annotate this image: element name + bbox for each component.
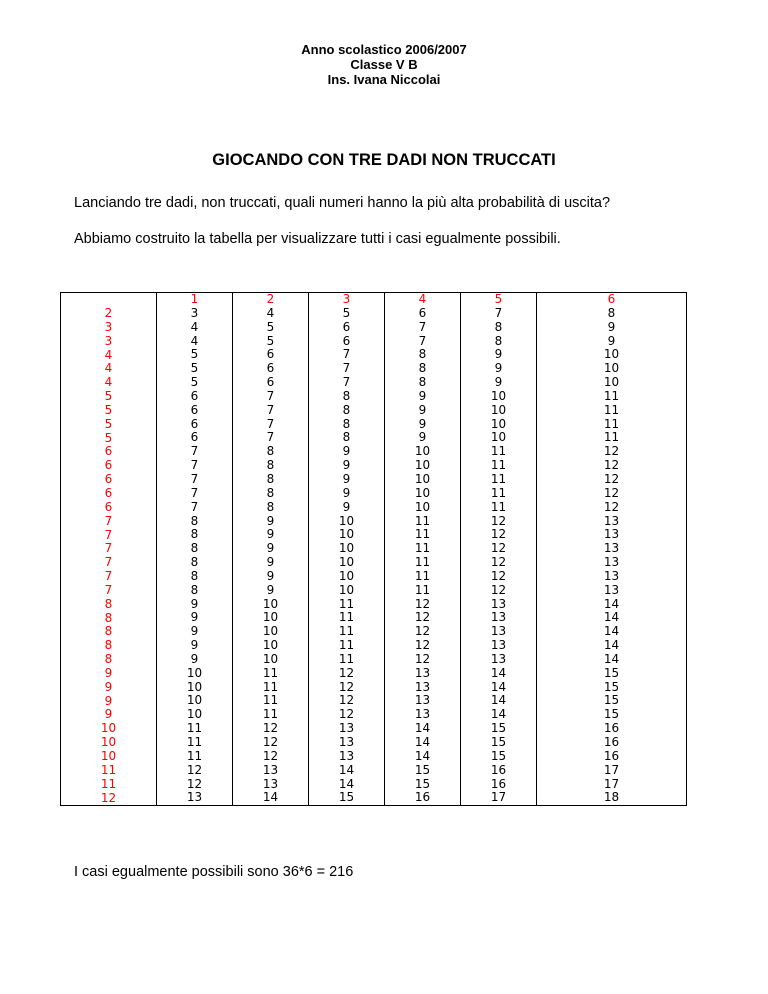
sum-value: 12: [414, 610, 431, 625]
sum-value: 8: [266, 471, 275, 486]
sum-value: 10: [338, 568, 355, 583]
document-header: [0, 42, 768, 87]
sum-value: 7: [418, 319, 427, 334]
first-column-value: 7: [104, 569, 113, 584]
sum-value: 8: [266, 444, 275, 459]
first-column-value: 8: [104, 596, 113, 611]
first-column-value: 6: [104, 458, 113, 473]
sum-value: 6: [342, 333, 351, 348]
sum-value: 10: [186, 679, 203, 694]
sum-value: 8: [418, 361, 427, 376]
sum-value: 12: [490, 582, 507, 597]
sum-value: 9: [190, 596, 199, 611]
sum-value: 10: [338, 555, 355, 570]
first-column-value: 3: [104, 319, 113, 334]
sum-value: 9: [266, 555, 275, 570]
sum-value: 12: [414, 624, 431, 639]
sum-value: 5: [190, 361, 199, 376]
sum-value: 12: [490, 513, 507, 528]
sum-value: 6: [266, 361, 275, 376]
sum-value: 12: [414, 596, 431, 611]
sum-value: 10: [603, 361, 620, 376]
first-column-value: 4: [104, 375, 113, 390]
sum-value: 7: [342, 375, 351, 390]
sum-value: 13: [490, 624, 507, 639]
sum-value: 11: [338, 651, 355, 666]
sum-value: 9: [494, 375, 503, 390]
sum-value: 11: [603, 416, 620, 431]
first-column-value: 6: [104, 444, 113, 459]
sum-value: 10: [603, 347, 620, 362]
sum-value: 8: [494, 333, 503, 348]
sum-value: 9: [266, 541, 275, 556]
sum-value: 18: [603, 790, 620, 805]
sum-value: 11: [186, 735, 203, 749]
sum-value: 15: [603, 679, 620, 694]
sum-value: 15: [490, 748, 507, 763]
sum-value: 9: [342, 499, 351, 514]
sum-value: 9: [266, 513, 275, 528]
sum-value: 10: [338, 527, 355, 542]
sum-value: 13: [338, 721, 355, 736]
first-column-value: 6: [104, 499, 113, 514]
sum-value: 9: [190, 610, 199, 625]
sum-value: 15: [490, 735, 507, 749]
sum-value: 10: [262, 638, 279, 653]
column-header-value: 5: [494, 292, 503, 306]
first-column-value: 8: [104, 638, 113, 653]
sum-value: 14: [490, 679, 507, 694]
sum-value: 13: [414, 679, 431, 694]
question-paragraph: Lanciando tre dadi, non truccati, quali numeri hanno la più alta probabilità di uscita?: [74, 195, 611, 211]
first-column-value: 7: [104, 555, 113, 570]
sum-value: 14: [262, 790, 279, 805]
third-die-5-column: [461, 293, 537, 806]
sum-value: 7: [266, 402, 275, 417]
sum-value: 8: [190, 555, 199, 570]
sum-value: 13: [490, 610, 507, 625]
sum-value: 13: [414, 665, 431, 680]
sum-value: 12: [603, 458, 620, 473]
sum-value: 15: [490, 721, 507, 736]
sum-value: 8: [190, 527, 199, 542]
sum-value: 11: [186, 721, 203, 736]
sum-value: 13: [490, 638, 507, 653]
column-header-value: 6: [607, 292, 616, 306]
sum-value: 14: [490, 693, 507, 708]
sum-value: 5: [266, 319, 275, 334]
sum-value: 12: [414, 651, 431, 666]
school-year: Anno scolastico 2006/2007: [301, 42, 467, 57]
first-column-value: 8: [104, 652, 113, 667]
first-column-value: 4: [104, 347, 113, 362]
sum-value: 9: [418, 402, 427, 417]
sum-value: 12: [338, 679, 355, 694]
sum-value: 12: [603, 499, 620, 514]
sum-value: 10: [414, 444, 431, 459]
first-column-value: 7: [104, 513, 113, 528]
sum-value: 11: [262, 693, 279, 708]
sum-value: 17: [603, 762, 620, 777]
column-header-value: 2: [266, 292, 275, 306]
sum-value: 16: [490, 762, 507, 777]
sum-value: 10: [186, 665, 203, 680]
sum-value: 7: [190, 444, 199, 459]
sum-value: 8: [266, 499, 275, 514]
sum-value: 12: [490, 541, 507, 556]
sum-value: 12: [603, 471, 620, 486]
first-column-value: 7: [104, 541, 113, 556]
table-row: [61, 293, 687, 806]
sum-value: 9: [418, 388, 427, 403]
sum-value: 6: [266, 375, 275, 390]
sum-value: 11: [414, 568, 431, 583]
sum-value: 11: [186, 748, 203, 763]
first-column-value: 5: [104, 389, 113, 404]
sum-value: 11: [414, 527, 431, 542]
sum-value: 10: [490, 430, 507, 445]
sum-value: 11: [603, 402, 620, 417]
sum-value: 12: [603, 444, 620, 459]
sum-value: 9: [607, 333, 616, 348]
sum-value: 8: [418, 347, 427, 362]
sum-value: 8: [190, 513, 199, 528]
sum-value: 15: [414, 762, 431, 777]
sum-value: 9: [418, 430, 427, 445]
sum-value: 16: [603, 721, 620, 736]
sum-value: 10: [262, 624, 279, 639]
first-column-value: 9: [104, 665, 113, 680]
sum-value: 16: [603, 748, 620, 763]
sum-value: 3: [190, 305, 199, 320]
first-column-value: 5: [104, 402, 113, 417]
sum-value: 11: [414, 513, 431, 528]
sum-value: 10: [186, 707, 203, 722]
third-die-4-column: [385, 293, 461, 806]
sum-value: 15: [603, 707, 620, 722]
sum-value: 9: [190, 651, 199, 666]
sum-value: 11: [262, 665, 279, 680]
sum-value: 11: [414, 555, 431, 570]
sum-value: 13: [338, 735, 355, 749]
sum-value: 11: [262, 679, 279, 694]
first-column-value: 7: [104, 582, 113, 597]
third-die-1-column: [157, 293, 233, 806]
sum-value: 12: [603, 485, 620, 500]
sum-value: 13: [414, 707, 431, 722]
intro-paragraph: Abbiamo costruito la tabella per visualizzare tutti i casi egualmente possibili.: [74, 231, 561, 247]
sum-value: 12: [338, 707, 355, 722]
sum-value: 7: [190, 471, 199, 486]
sum-value: 10: [262, 596, 279, 611]
sum-value: 10: [414, 485, 431, 500]
sum-value: 14: [338, 776, 355, 791]
first-column-value: 9: [104, 679, 113, 694]
first-column-value: 6: [104, 485, 113, 500]
sum-value: 6: [190, 388, 199, 403]
sum-value: 8: [342, 430, 351, 445]
sum-value: 16: [603, 735, 620, 749]
first-column-value: 3: [104, 333, 113, 348]
sum-value: 5: [342, 305, 351, 320]
sum-value: 13: [603, 568, 620, 583]
sum-value: 13: [603, 513, 620, 528]
sum-value: 9: [607, 319, 616, 334]
sum-value: 8: [266, 485, 275, 500]
first-column-value: 10: [100, 749, 117, 763]
sum-value: 17: [603, 776, 620, 791]
sum-value: 15: [603, 693, 620, 708]
sum-value: 17: [490, 790, 507, 805]
column-header-value: 1: [190, 292, 199, 306]
sum-value: 11: [262, 707, 279, 722]
first-two-dice-sum-column: [61, 293, 157, 806]
sum-value: 14: [338, 762, 355, 777]
sum-value: 9: [342, 485, 351, 500]
sum-value: 8: [190, 568, 199, 583]
document-title: GIOCANDO CON TRE DADI NON TRUCCATI: [212, 151, 556, 169]
sum-value: 10: [262, 651, 279, 666]
sum-value: 4: [266, 305, 275, 320]
third-die-6-column: [537, 293, 687, 806]
sum-value: 11: [490, 458, 507, 473]
sum-value: 7: [190, 485, 199, 500]
first-column-value: 11: [100, 776, 117, 791]
sum-value: 12: [262, 748, 279, 763]
third-die-3-column: [309, 293, 385, 806]
sum-value: 14: [414, 721, 431, 736]
sum-value: 16: [490, 776, 507, 791]
first-column-value: 10: [100, 735, 117, 750]
sum-value: 5: [190, 375, 199, 390]
sum-value: 8: [342, 416, 351, 431]
first-column-value: 9: [104, 693, 113, 708]
dice-sums-table: [60, 292, 687, 806]
first-column-value: 8: [104, 624, 113, 639]
sum-value: 10: [490, 388, 507, 403]
third-die-2-column: [233, 293, 309, 806]
first-column-value: 7: [104, 527, 113, 542]
sum-value: 11: [490, 499, 507, 514]
sum-value: 14: [603, 624, 620, 639]
sum-value: 7: [266, 430, 275, 445]
sum-value: 9: [266, 527, 275, 542]
sum-value: 14: [490, 665, 507, 680]
sum-value: 8: [190, 541, 199, 556]
sum-value: 11: [603, 430, 620, 445]
column-header-value: 3: [342, 292, 351, 306]
first-column-value: 9: [104, 707, 113, 722]
sum-value: 9: [494, 361, 503, 376]
sum-value: 10: [338, 582, 355, 597]
sum-value: 10: [186, 693, 203, 708]
sum-value: 7: [418, 333, 427, 348]
sum-value: 12: [490, 568, 507, 583]
sum-value: 16: [414, 790, 431, 805]
column-header-value: 4: [418, 292, 427, 306]
sum-value: 4: [190, 333, 199, 348]
sum-value: 8: [190, 582, 199, 597]
sum-value: 11: [603, 388, 620, 403]
sum-value: 7: [190, 499, 199, 514]
first-column-value: 5: [104, 416, 113, 431]
sum-value: 11: [490, 485, 507, 500]
sum-value: 9: [190, 624, 199, 639]
sum-value: 8: [418, 375, 427, 390]
sum-value: 10: [414, 458, 431, 473]
sum-value: 10: [414, 471, 431, 486]
sum-value: 13: [490, 651, 507, 666]
sum-value: 14: [414, 748, 431, 763]
class-name: Classe V B: [350, 57, 418, 72]
sum-value: 10: [603, 375, 620, 390]
sum-value: 14: [603, 610, 620, 625]
sum-value: 15: [603, 665, 620, 680]
sum-value: 5: [266, 333, 275, 348]
sum-value: 11: [414, 541, 431, 556]
sum-value: 12: [262, 735, 279, 749]
sum-value: 9: [190, 638, 199, 653]
sum-value: 11: [338, 624, 355, 639]
sum-value: 9: [266, 582, 275, 597]
first-column-value: 4: [104, 361, 113, 376]
sum-value: 14: [490, 707, 507, 722]
sum-value: 13: [262, 776, 279, 791]
sum-value: 6: [342, 319, 351, 334]
sum-value: 12: [338, 665, 355, 680]
sum-value: 8: [607, 305, 616, 320]
first-column-value: 10: [100, 721, 117, 736]
first-column-value: 2: [104, 306, 113, 320]
sum-value: 8: [342, 402, 351, 417]
sum-value: 5: [190, 347, 199, 362]
sum-value: 9: [418, 416, 427, 431]
sum-value: 11: [338, 638, 355, 653]
first-column-value: 8: [104, 610, 113, 625]
sum-value: 9: [342, 444, 351, 459]
sum-value: 7: [494, 305, 503, 320]
sum-value: 8: [342, 388, 351, 403]
sum-value: 9: [266, 568, 275, 583]
sum-value: 9: [494, 347, 503, 362]
sum-value: 13: [186, 790, 203, 805]
sum-value: 7: [190, 458, 199, 473]
sum-value: 12: [490, 527, 507, 542]
sum-value: 11: [490, 471, 507, 486]
sum-value: 14: [603, 638, 620, 653]
teacher-name: Ins. Ivana Niccolai: [327, 72, 441, 87]
sum-value: 14: [603, 596, 620, 611]
sum-value: 13: [603, 555, 620, 570]
first-column-value: 12: [100, 790, 117, 805]
sum-value: 13: [603, 582, 620, 597]
sum-value: 11: [490, 444, 507, 459]
sum-value: 10: [490, 416, 507, 431]
sum-value: 9: [342, 471, 351, 486]
sum-value: 13: [490, 596, 507, 611]
sum-value: 6: [418, 305, 427, 320]
sum-value: 11: [414, 582, 431, 597]
sum-value: 10: [490, 402, 507, 417]
sum-value: 6: [266, 347, 275, 362]
sum-value: 12: [338, 693, 355, 708]
sum-value: 6: [190, 402, 199, 417]
sum-value: 12: [262, 721, 279, 736]
sum-value: 14: [414, 735, 431, 749]
sum-value: 10: [338, 541, 355, 556]
sum-value: 11: [338, 610, 355, 625]
sum-value: 4: [190, 319, 199, 334]
sum-value: 9: [342, 458, 351, 473]
sum-value: 12: [186, 776, 203, 791]
sum-value: 15: [338, 790, 355, 805]
sum-value: 6: [190, 430, 199, 445]
sum-value: 12: [490, 555, 507, 570]
sum-value: 14: [603, 651, 620, 666]
sum-value: 10: [262, 610, 279, 625]
sum-value: 8: [494, 319, 503, 334]
sum-value: 12: [186, 762, 203, 777]
total-cases-note: I casi egualmente possibili sono 36*6 = 216: [74, 864, 354, 880]
sum-value: 15: [414, 776, 431, 791]
first-column-value: 5: [104, 430, 113, 445]
sum-value: 7: [266, 388, 275, 403]
sum-value: 13: [603, 541, 620, 556]
sum-value: 13: [262, 762, 279, 777]
sum-value: 7: [342, 361, 351, 376]
sum-value: 13: [338, 748, 355, 763]
sum-value: 6: [190, 416, 199, 431]
sum-value: 10: [414, 499, 431, 514]
sum-value: 7: [342, 347, 351, 362]
sum-value: 7: [266, 416, 275, 431]
sum-value: 10: [338, 513, 355, 528]
first-column-value: 6: [104, 472, 113, 487]
sum-value: 13: [414, 693, 431, 708]
sum-value: 13: [603, 527, 620, 542]
sum-value: 8: [266, 458, 275, 473]
sum-value: 11: [338, 596, 355, 611]
sum-value: 12: [414, 638, 431, 653]
first-column-value: 11: [100, 762, 117, 777]
